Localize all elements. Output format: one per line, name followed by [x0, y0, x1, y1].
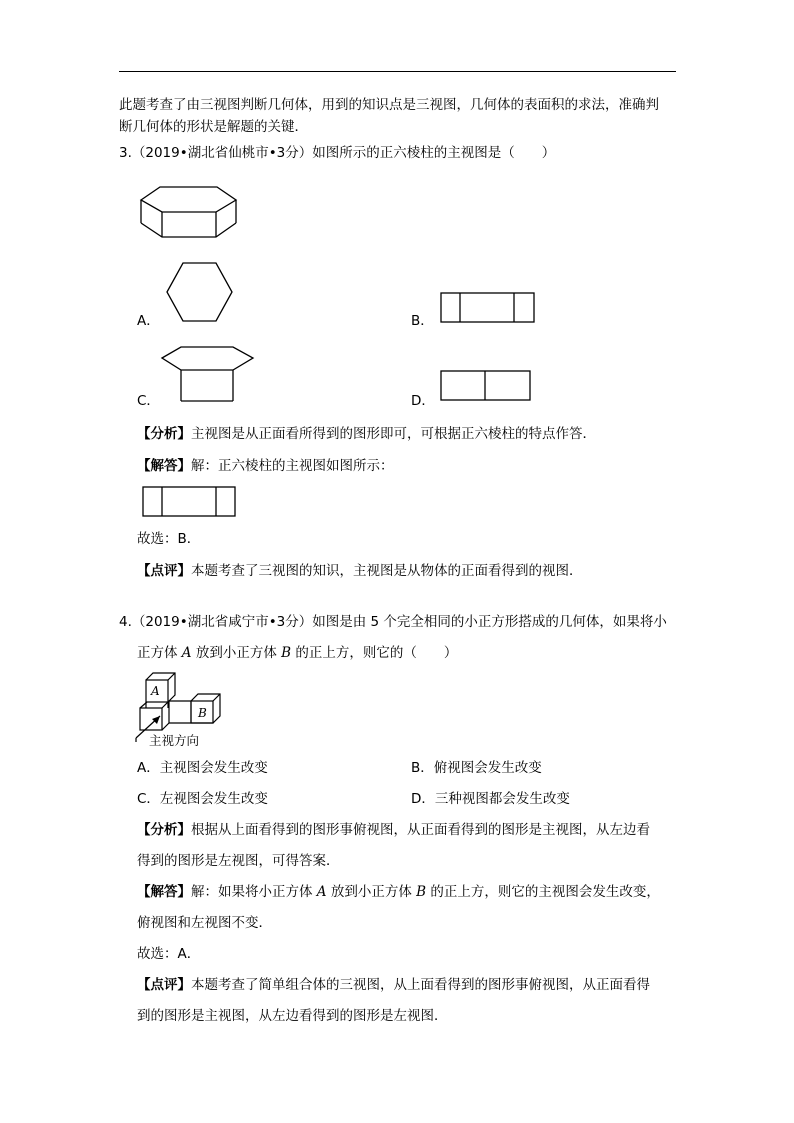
q4-option-d: D．三种视图都会发生改变 [411, 791, 570, 807]
q4-fig-caption: 主视方向 [149, 733, 200, 748]
q3-option-c-label: C． [137, 393, 160, 409]
q3-option-b-figure [440, 292, 536, 324]
q3-solution-tag: 【解答】 [137, 458, 191, 474]
q3-option-b-label: B． [411, 313, 434, 329]
q4-stem-part-c: 的正上方，则它的（ ） [291, 645, 458, 661]
q4-analysis-line-2: 得到的图形是左视图，可得答案． [137, 853, 340, 869]
intro-line-2: 断几何体的形状是解题的关键． [119, 119, 308, 135]
q3-prism-figure [140, 186, 240, 242]
q4-comment-text-1: 本题考查了简单组合体的三视图，从上面看得到的图形事俯视图，从正面看得 [191, 977, 650, 993]
q4-comment-line-2: 到的图形是主视图，从左边看得到的图形是左视图． [137, 1008, 448, 1024]
q4-analysis-text-1: 根据从上面看得到的图形事俯视图，从正面看得到的图形是主视图，从左边看 [191, 822, 650, 838]
q4-solution-part-b: 放到小正方体 [326, 884, 417, 900]
q3-analysis [137, 424, 596, 444]
q4-option-b: B．俯视图会发生改变 [411, 760, 542, 776]
q3-stem: 3.（2019•湖北省仙桃市•3分）如图所示的正六棱柱的主视图是（ ） [119, 145, 556, 161]
q3-solution-text: 解：正六棱柱的主视图如图所示： [191, 458, 394, 474]
q3-option-d-figure [440, 370, 532, 402]
q4-analysis-line-1 [137, 820, 650, 840]
q3-option-c-figure [161, 346, 255, 404]
q4-fig-label-b: B [198, 706, 207, 720]
q3-comment [137, 561, 583, 581]
q4-solution-part-c: 的正上方，则它的主视图会发生改变， [426, 884, 660, 900]
q3-option-d-label: D． [411, 393, 435, 409]
q4-stem-part-a: 正方体 [137, 645, 182, 661]
q4-comment-tag: 【点评】 [137, 977, 191, 993]
q4-stem-var-a: A [181, 645, 192, 661]
q4-solution-line-1 [137, 882, 660, 902]
q3-answer: 故选：B． [137, 531, 201, 547]
q4-solution-var-b: B [416, 884, 427, 900]
q4-option-a: A．主视图会发生改变 [137, 760, 268, 776]
q4-analysis-tag: 【分析】 [137, 822, 191, 838]
q3-option-a-label: A． [137, 313, 160, 329]
q4-stem-part-b: 放到小正方体 [191, 645, 282, 661]
q4-solution-line-2: 俯视图和左视图不变． [137, 915, 272, 931]
q3-solution-figure [142, 486, 238, 518]
q4-solution-var-a: A [316, 884, 327, 900]
q4-stem-line-2 [137, 643, 457, 663]
q3-solution [137, 456, 394, 476]
header-rule [119, 71, 676, 72]
q3-analysis-tag: 【分析】 [137, 426, 191, 442]
q4-solution-tag: 【解答】 [137, 884, 191, 900]
q4-option-c: C．左视图会发生改变 [137, 791, 268, 807]
q3-analysis-text: 主视图是从正面看所得到的图形即可，可根据正六棱柱的特点作答． [191, 426, 596, 442]
q4-stem-var-b: B [281, 645, 292, 661]
intro-line-1: 此题考查了由三视图判断几何体，用到的知识点是三视图，几何体的表面积的求法，准确判 [119, 97, 659, 113]
q3-option-a-hexagon-figure [166, 262, 234, 324]
q3-comment-text: 本题考查了三视图的知识，主视图是从物体的正面看得到的视图． [191, 563, 583, 579]
q4-comment-line-1 [137, 975, 650, 995]
q4-fig-label-a: A [151, 684, 160, 698]
q4-stem-line-1: 4.（2019•湖北省咸宁市•3分）如图是由 5 个完全相同的小正方形搭成的几何体，如果将小 [119, 614, 667, 630]
q4-solution-part-a: 解：如果将小正方体 [191, 884, 317, 900]
q3-comment-tag: 【点评】 [137, 563, 191, 579]
q4-answer: 故选：A． [137, 946, 201, 962]
